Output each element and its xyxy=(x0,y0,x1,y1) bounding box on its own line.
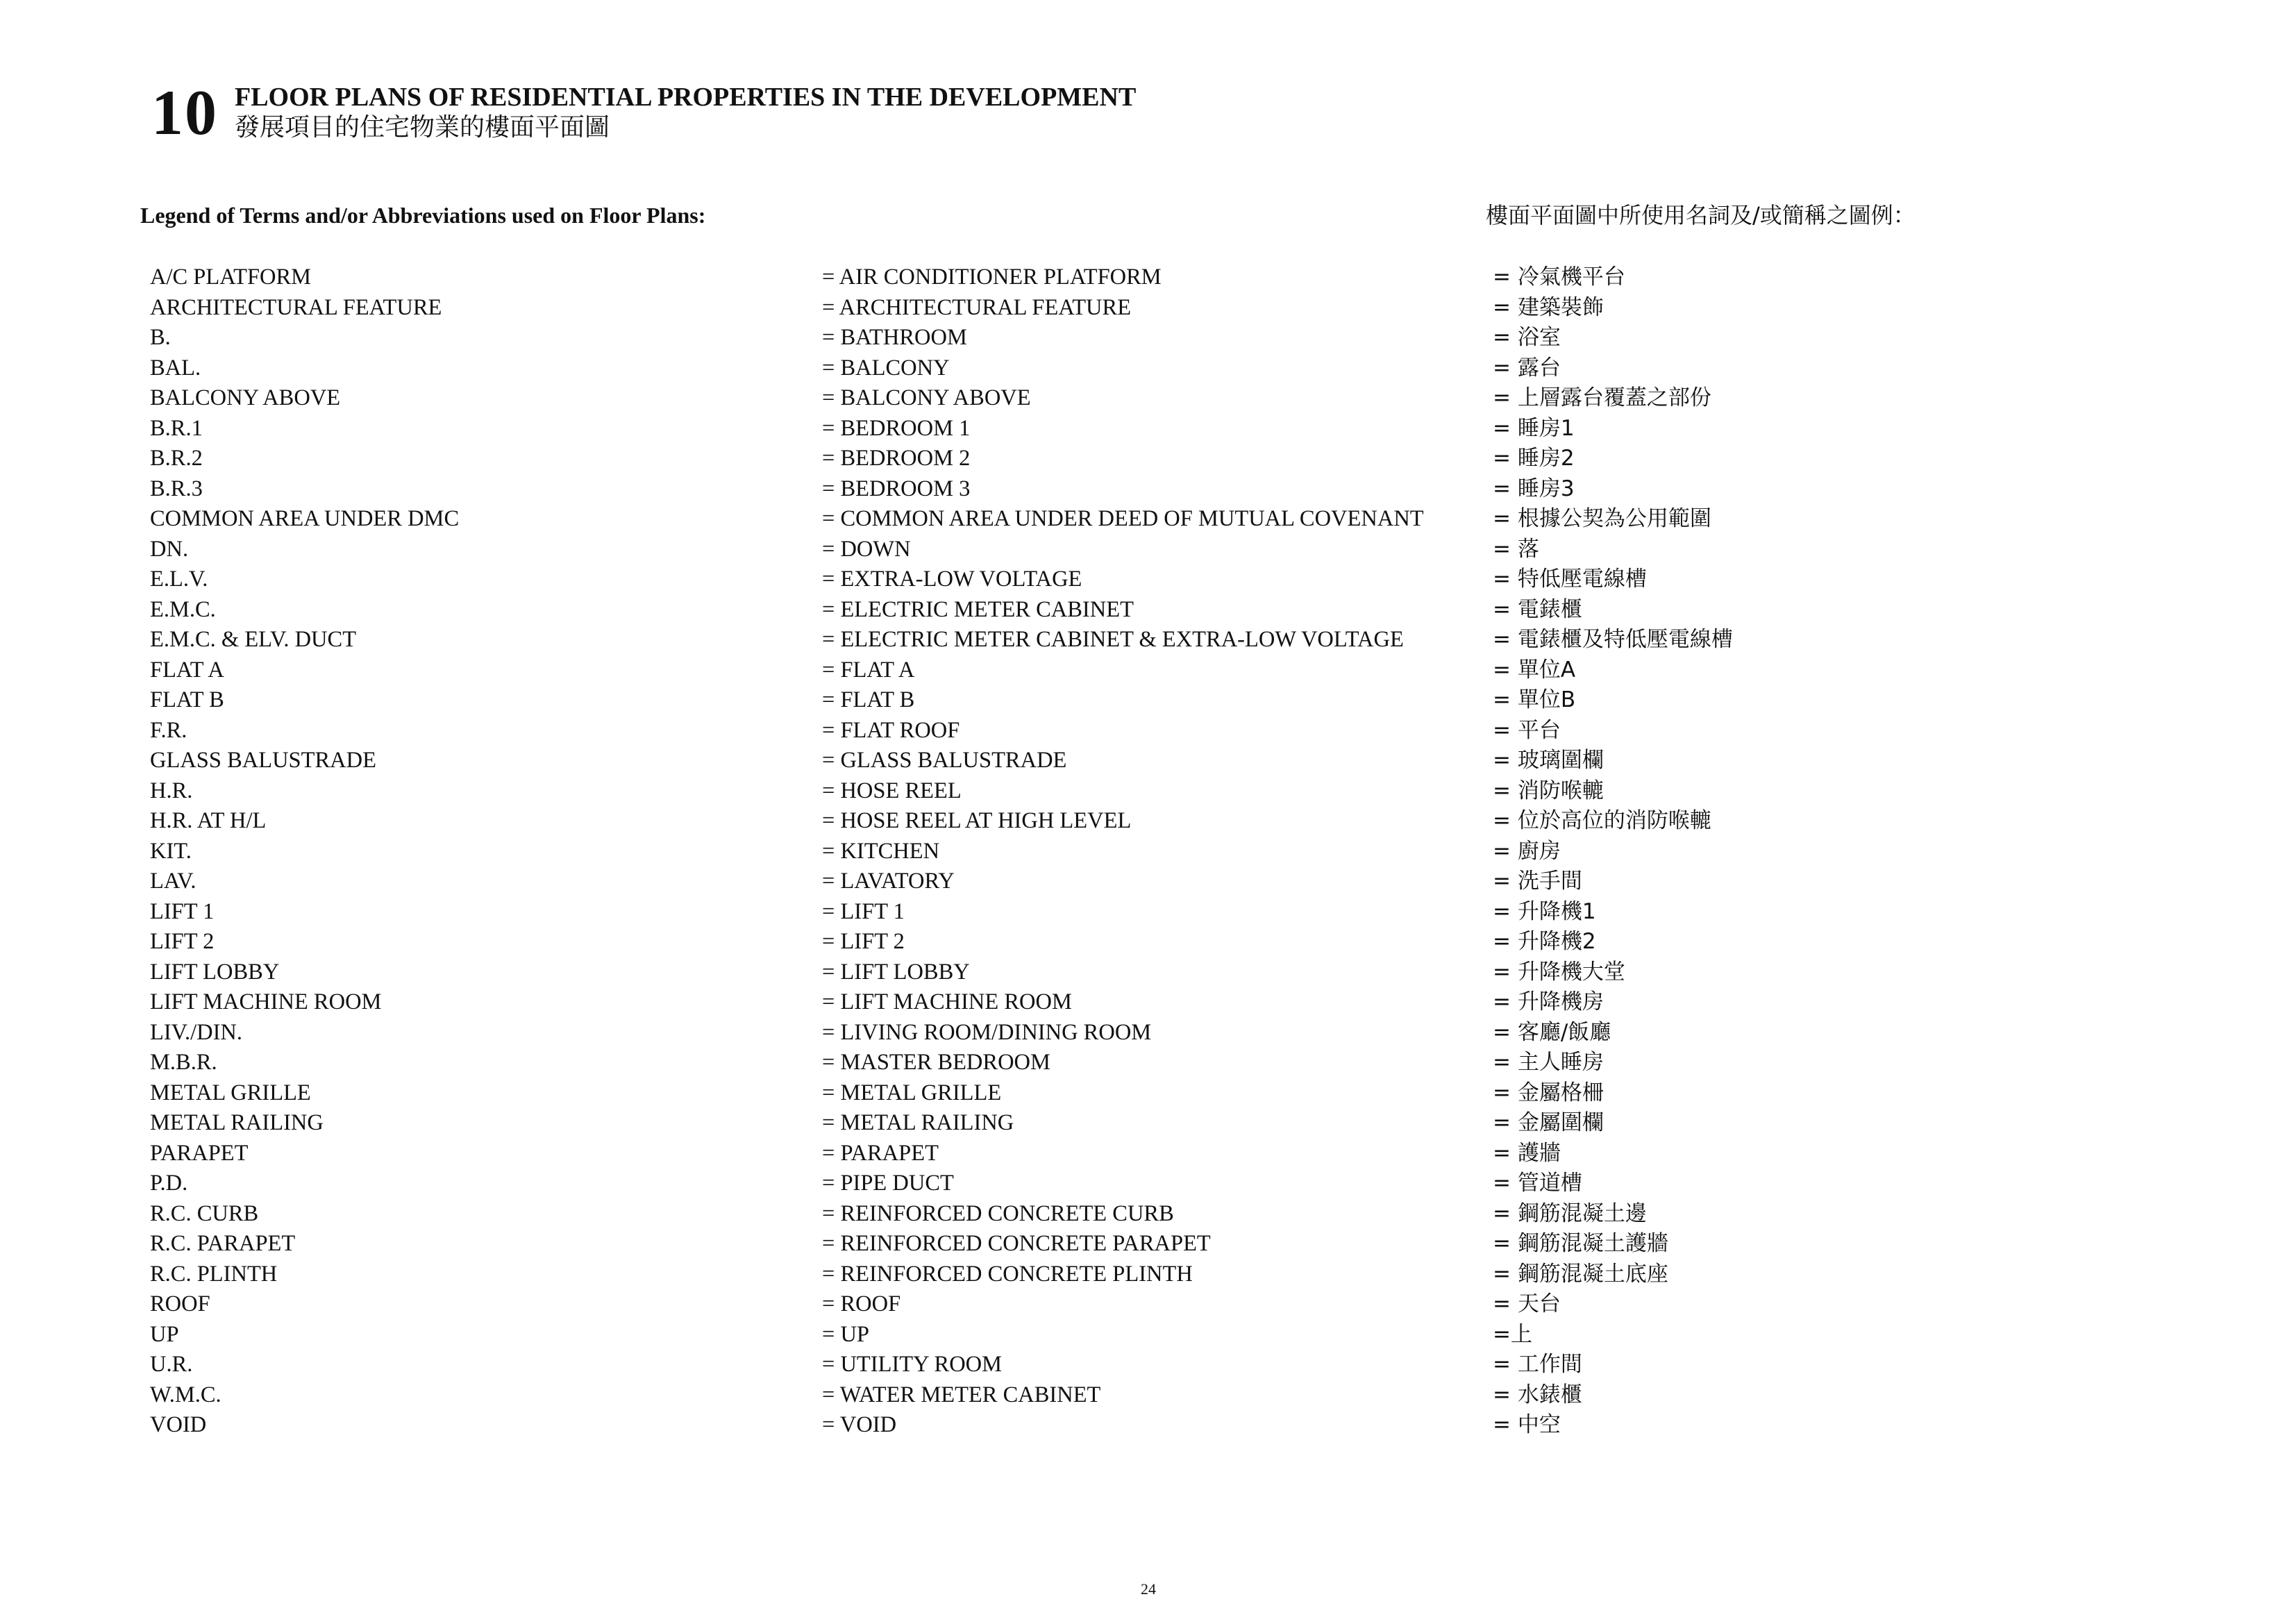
legend-chinese-meaning: = 單位A xyxy=(1493,657,1576,683)
legend-row xyxy=(0,806,2296,837)
legend-row xyxy=(0,564,2296,595)
legend-chinese-meaning: = 金屬格柵 xyxy=(1493,1080,1604,1105)
legend-abbreviation: LIFT MACHINE ROOM xyxy=(150,989,382,1014)
legend-chinese-meaning: = 露台 xyxy=(1493,355,1561,380)
legend-abbreviation: BALCONY ABOVE xyxy=(150,385,341,410)
legend-english-meaning: = BALCONY xyxy=(822,355,950,380)
legend-english-meaning: = LAVATORY xyxy=(822,869,955,894)
legend-abbreviation: F.R. xyxy=(150,717,187,743)
legend-chinese-meaning: = 升降機1 xyxy=(1493,898,1596,924)
legend-english-meaning: = REINFORCED CONCRETE CURB xyxy=(822,1200,1174,1226)
legend-chinese-meaning: = 水錶櫃 xyxy=(1493,1382,1582,1407)
legend-row xyxy=(0,987,2296,1018)
legend-abbreviation: FLAT B xyxy=(150,687,224,712)
legend-chinese-meaning: = 上層露台覆蓋之部份 xyxy=(1493,385,1711,410)
legend-english-meaning: = METAL RAILING xyxy=(822,1110,1014,1135)
section-number: 10 xyxy=(151,77,218,148)
legend-row xyxy=(0,504,2296,535)
legend-english-meaning: = ELECTRIC METER CABINET xyxy=(822,596,1134,622)
legend-abbreviation: GLASS BALUSTRADE xyxy=(150,748,376,773)
legend-row xyxy=(0,1048,2296,1078)
legend-chinese-meaning: = 升降機2 xyxy=(1493,929,1596,954)
legend-english-meaning: = COMMON AREA UNDER DEED OF MUTUAL COVENANT xyxy=(822,506,1424,531)
legend-abbreviation: P.D. xyxy=(150,1171,188,1196)
legend-row xyxy=(0,897,2296,928)
legend-english-meaning: = BEDROOM 1 xyxy=(822,415,971,441)
legend-chinese-meaning: = 落 xyxy=(1493,536,1539,562)
legend-abbreviation: R.C. PARAPET xyxy=(150,1231,296,1256)
legend-abbreviation: LIV./DIN. xyxy=(150,1019,242,1045)
legend-row xyxy=(0,353,2296,384)
legend-english-meaning: = HOSE REEL AT HIGH LEVEL xyxy=(822,808,1132,833)
legend-abbreviation: METAL RAILING xyxy=(150,1110,324,1135)
legend-english-meaning: = ROOF xyxy=(822,1291,901,1316)
legend-chinese-meaning: = 客廳/飯廳 xyxy=(1493,1019,1611,1045)
legend-chinese-meaning: = 特低壓電線槽 xyxy=(1493,567,1647,592)
legend-english-meaning: = LIFT LOBBY xyxy=(822,959,970,985)
legend-english-meaning: = REINFORCED CONCRETE PARAPET xyxy=(822,1231,1211,1256)
legend-english-meaning: = UP xyxy=(822,1321,869,1347)
legend-english-meaning: = BATHROOM xyxy=(822,325,967,350)
legend-chinese-meaning: = 鋼筋混凝土邊 xyxy=(1493,1200,1647,1226)
legend-chinese-meaning: = 天台 xyxy=(1493,1291,1561,1316)
legend-english-meaning: = LIFT 1 xyxy=(822,898,905,924)
legend-chinese-meaning: = 浴室 xyxy=(1493,325,1561,350)
legend-english-meaning: = FLAT B xyxy=(822,687,915,712)
legend-abbreviation: LIFT 2 xyxy=(150,929,215,954)
legend-chinese-meaning: = 廚房 xyxy=(1493,838,1561,864)
legend-abbreviation: VOID xyxy=(150,1412,207,1437)
legend-chinese-meaning: = 主人睡房 xyxy=(1493,1050,1604,1075)
legend-abbreviation: COMMON AREA UNDER DMC xyxy=(150,506,460,531)
legend-heading-chinese: 樓面平面圖中所使用名詞及/或簡稱之圖例： xyxy=(1486,202,1916,228)
legend-row xyxy=(0,323,2296,353)
legend-chinese-meaning: = 位於高位的消防喉轆 xyxy=(1493,808,1711,833)
legend-english-meaning: = WATER METER CABINET xyxy=(822,1382,1101,1407)
legend-english-meaning: = BALCONY ABOVE xyxy=(822,385,1031,410)
legend-abbreviation: ROOF xyxy=(150,1291,210,1316)
legend-english-meaning: = PIPE DUCT xyxy=(822,1171,954,1196)
legend-english-meaning: = ARCHITECTURAL FEATURE xyxy=(822,294,1132,320)
legend-chinese-meaning: = 消防喉轆 xyxy=(1493,778,1604,803)
legend-abbreviation: B.R.3 xyxy=(150,476,203,501)
legend-chinese-meaning: = 冷氣機平台 xyxy=(1493,265,1625,290)
legend-english-meaning: = EXTRA-LOW VOLTAGE xyxy=(822,567,1082,592)
legend-chinese-meaning: = 管道槽 xyxy=(1493,1171,1582,1196)
legend-abbreviation: R.C. CURB xyxy=(150,1200,259,1226)
legend-row xyxy=(0,1139,2296,1169)
legend-row xyxy=(0,1108,2296,1139)
legend-abbreviation: DN. xyxy=(150,536,189,562)
legend-abbreviation: KIT. xyxy=(150,838,192,864)
legend-chinese-meaning: = 根據公契為公用範圍 xyxy=(1493,506,1711,531)
legend-abbreviation: A/C PLATFORM xyxy=(150,265,312,290)
legend-row xyxy=(0,1350,2296,1380)
legend-row xyxy=(0,1289,2296,1320)
legend-abbreviation: BAL. xyxy=(150,355,201,380)
legend-row xyxy=(0,685,2296,716)
legend-row xyxy=(0,1078,2296,1109)
legend-row xyxy=(0,444,2296,474)
legend-english-meaning: = UTILITY ROOM xyxy=(822,1352,1003,1377)
legend-row xyxy=(0,1320,2296,1350)
legend-abbreviation: B.R.1 xyxy=(150,415,203,441)
legend-chinese-meaning: = 中空 xyxy=(1493,1412,1561,1437)
legend-abbreviation: METAL GRILLE xyxy=(150,1080,311,1105)
legend-abbreviation: LIFT 1 xyxy=(150,898,215,924)
legend-chinese-meaning: = 電錶櫃及特低壓電線槽 xyxy=(1493,627,1733,652)
legend-table xyxy=(0,262,2296,1441)
legend-english-meaning: = LIFT 2 xyxy=(822,929,905,954)
legend-english-meaning: = AIR CONDITIONER PLATFORM xyxy=(822,265,1162,290)
legend-english-meaning: = PARAPET xyxy=(822,1140,939,1166)
legend-row xyxy=(0,837,2296,867)
legend-chinese-meaning: = 洗手間 xyxy=(1493,869,1582,894)
legend-chinese-meaning: = 護牆 xyxy=(1493,1140,1561,1166)
legend-row xyxy=(0,1169,2296,1199)
legend-english-meaning: = ELECTRIC METER CABINET & EXTRA-LOW VOLTAGE xyxy=(822,627,1404,652)
legend-english-meaning: = DOWN xyxy=(822,536,911,562)
section-title-chinese: 發展項目的住宅物業的樓面平面圖 xyxy=(235,113,610,142)
legend-english-meaning: = LIFT MACHINE ROOM xyxy=(822,989,1072,1014)
legend-chinese-meaning: = 睡房2 xyxy=(1493,446,1575,471)
legend-row xyxy=(0,474,2296,505)
legend-row xyxy=(0,625,2296,655)
legend-abbreviation: ARCHITECTURAL FEATURE xyxy=(150,294,442,320)
legend-row xyxy=(0,1199,2296,1230)
legend-english-meaning: = LIVING ROOM/DINING ROOM xyxy=(822,1019,1152,1045)
legend-row xyxy=(0,1018,2296,1048)
legend-row xyxy=(0,746,2296,776)
legend-english-meaning: = METAL GRILLE xyxy=(822,1080,1002,1105)
legend-row xyxy=(0,655,2296,686)
legend-english-meaning: = HOSE REEL xyxy=(822,778,962,803)
legend-row xyxy=(0,414,2296,444)
legend-english-meaning: = FLAT ROOF xyxy=(822,717,960,743)
section-title-english: FLOOR PLANS OF RESIDENTIAL PROPERTIES IN THE DEVELOPMENT xyxy=(235,83,1137,112)
legend-row xyxy=(0,1259,2296,1290)
legend-row xyxy=(0,927,2296,957)
legend-heading-english: Legend of Terms and/or Abbreviations used on Floor Plans: xyxy=(140,203,706,228)
legend-row xyxy=(0,776,2296,807)
legend-english-meaning: = BEDROOM 3 xyxy=(822,476,971,501)
legend-row xyxy=(0,262,2296,293)
legend-abbreviation: PARAPET xyxy=(150,1140,249,1166)
legend-chinese-meaning: = 建築裝飾 xyxy=(1493,294,1604,320)
legend-row xyxy=(0,1380,2296,1411)
legend-english-meaning: = GLASS BALUSTRADE xyxy=(822,748,1067,773)
legend-abbreviation: W.M.C. xyxy=(150,1382,221,1407)
legend-abbreviation: U.R. xyxy=(150,1352,193,1377)
legend-chinese-meaning: = 鋼筋混凝土底座 xyxy=(1493,1261,1668,1287)
legend-row xyxy=(0,716,2296,746)
legend-chinese-meaning: = 單位B xyxy=(1493,687,1576,712)
legend-chinese-meaning: = 玻璃圍欄 xyxy=(1493,748,1604,773)
legend-abbreviation: LIFT LOBBY xyxy=(150,959,280,985)
legend-row xyxy=(0,595,2296,626)
legend-abbreviation: UP xyxy=(150,1321,179,1347)
legend-chinese-meaning: = 升降機大堂 xyxy=(1493,959,1625,985)
legend-english-meaning: = REINFORCED CONCRETE PLINTH xyxy=(822,1261,1193,1287)
legend-row xyxy=(0,1410,2296,1441)
legend-abbreviation: M.B.R. xyxy=(150,1050,217,1075)
legend-chinese-meaning: = 升降機房 xyxy=(1493,989,1604,1014)
legend-english-meaning: = KITCHEN xyxy=(822,838,940,864)
legend-abbreviation: LAV. xyxy=(150,869,196,894)
legend-chinese-meaning: = 睡房3 xyxy=(1493,476,1575,501)
legend-abbreviation: FLAT A xyxy=(150,657,224,683)
legend-row xyxy=(0,293,2296,324)
legend-abbreviation: E.M.C. & ELV. DUCT xyxy=(150,627,357,652)
legend-row xyxy=(0,957,2296,988)
legend-abbreviation: H.R. AT H/L xyxy=(150,808,267,833)
page-number: 24 xyxy=(1141,1580,1156,1598)
legend-english-meaning: = MASTER BEDROOM xyxy=(822,1050,1050,1075)
legend-abbreviation: R.C. PLINTH xyxy=(150,1261,278,1287)
legend-abbreviation: B. xyxy=(150,325,171,350)
legend-abbreviation: E.M.C. xyxy=(150,596,216,622)
legend-abbreviation: B.R.2 xyxy=(150,446,203,471)
legend-row xyxy=(0,535,2296,565)
legend-chinese-meaning: =上 xyxy=(1493,1321,1532,1347)
legend-abbreviation: E.L.V. xyxy=(150,567,208,592)
legend-chinese-meaning: = 鋼筋混凝土護牆 xyxy=(1493,1231,1668,1256)
legend-row xyxy=(0,1229,2296,1259)
legend-chinese-meaning: = 電錶櫃 xyxy=(1493,596,1582,622)
legend-english-meaning: = FLAT A xyxy=(822,657,915,683)
legend-english-meaning: = VOID xyxy=(822,1412,897,1437)
legend-chinese-meaning: = 工作間 xyxy=(1493,1352,1582,1377)
legend-abbreviation: H.R. xyxy=(150,778,193,803)
legend-chinese-meaning: = 平台 xyxy=(1493,717,1561,743)
legend-chinese-meaning: = 金屬圍欄 xyxy=(1493,1110,1604,1135)
legend-chinese-meaning: = 睡房1 xyxy=(1493,415,1575,441)
legend-english-meaning: = BEDROOM 2 xyxy=(822,446,971,471)
legend-row xyxy=(0,383,2296,414)
legend-row xyxy=(0,867,2296,897)
